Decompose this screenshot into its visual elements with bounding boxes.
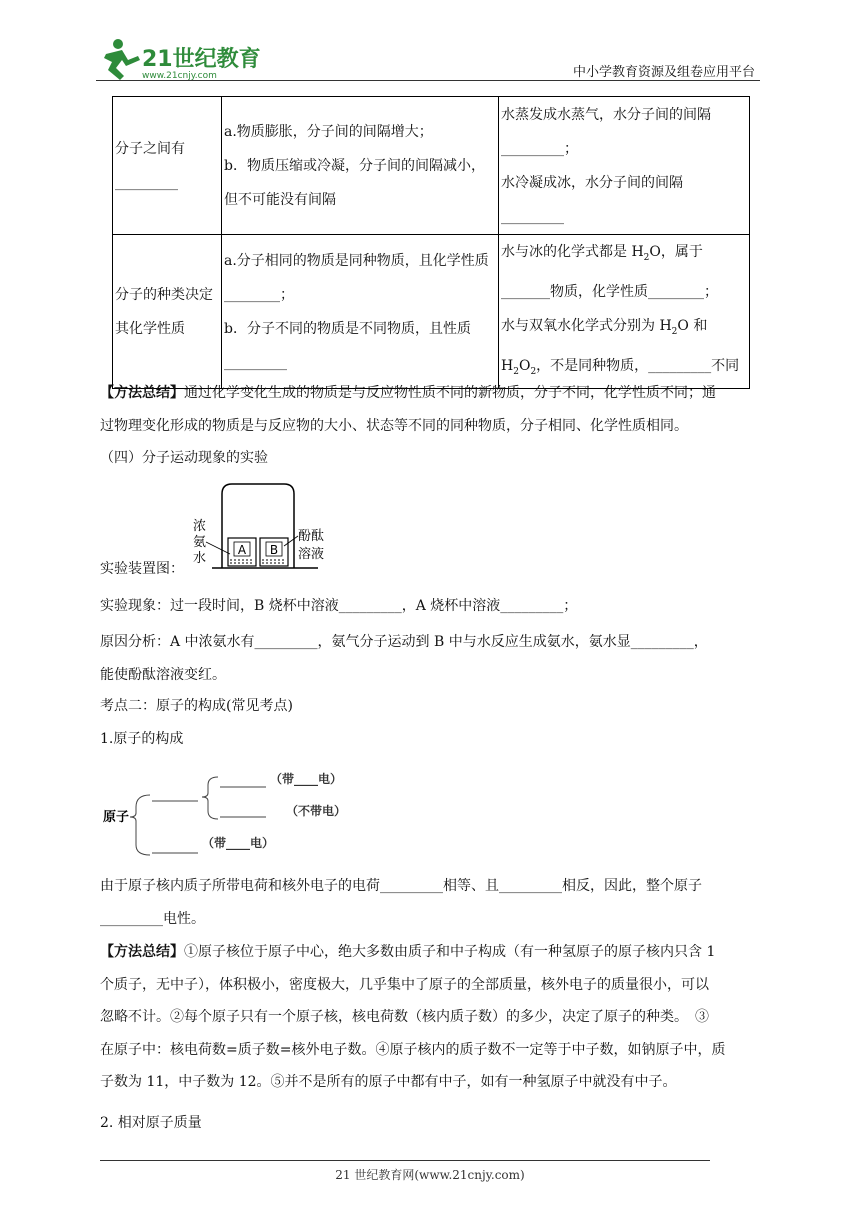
neutral-label: （不带电） — [286, 804, 347, 818]
ammonia-diffusion-apparatus — [186, 480, 326, 576]
experiment-phenomenon: 实验现象：过一段时间，B 烧杯中溶液_________，A 烧杯中溶液_________； — [100, 598, 578, 614]
table-cell: a.物质膨胀，分子间的间隔增大； b．物质压缩或冷凝，分子间的间隔减小， 但不可能没有间隔 — [222, 97, 499, 235]
site-logo — [96, 36, 266, 84]
item-1-heading: 1.原子的构成 — [100, 731, 184, 747]
item-2-heading: 2. 相对原子质量 — [100, 1115, 202, 1131]
logo-url: www.21cnjy.com — [142, 71, 217, 81]
table-cell: 水与冰的化学式都是 $H_2O$，属于 _______物质，化学性质________； 水与双氧水化学式分别为 $H_2O$ 和 $H_2O_2$，不是同种物质，_________不同 — [499, 235, 750, 389]
footer-divider — [100, 1160, 710, 1161]
method-summary-1: 【方法总结】通过化学变化生成的物质是与反应物性质不同的新物质，分子不同，化学性质不同；通 过物理变化形成的物质是与反应物的大小、状态等不同的同种物质，分子相同、化学性质相同。 — [100, 385, 716, 434]
table-row — [113, 97, 750, 235]
molecule-property-table — [112, 96, 750, 389]
table-cell: a.分子相同的物质是同种物质，且化学性质 ________； b．分子不同的物质是不同物质，且性质 _________ — [222, 235, 499, 389]
cause-analysis: 原因分析：A 中浓氨水有_________，氨气分子运动到 B 中与水反应生成氨水，氨水显_________， 能使酚酞溶液变红。 — [100, 634, 708, 683]
cup-b-label: B — [269, 543, 279, 557]
atom-structure-diagram — [100, 763, 370, 863]
table-cell: 水蒸发成水蒸气，水分子间的间隔 _________； 水冷凝成冰，水分子间的间隔 _________ — [499, 97, 750, 235]
cup-a-label: A — [237, 543, 247, 557]
kaodian-2-heading: 考点二：原子的构成(常见考点) — [100, 698, 293, 714]
logo-text: 21世纪教育 — [142, 47, 261, 72]
charge-label-2: （带____电） — [202, 836, 275, 850]
label-phenolphthalein-1: 酚酞 — [298, 529, 325, 544]
table-cell: 分子的种类决定 其化学性质 — [113, 235, 222, 389]
table-row — [113, 235, 750, 389]
apparatus-label: 实验装置图： — [100, 561, 184, 577]
atom-root-label: 原子 — [103, 810, 130, 825]
method-summary-2: 【方法总结】①原子核位于原子中心，绝大多数由质子和中子构成（有一种氢原子的原子核内只含 1 个质子，无中子），体积极小，密度极大，几乎集中了原子的全部质量，核外电子的质量很小，可以 忽略不计。②每个原子只有一个原子核，核电荷数（核内质子数）的多少，决定了原子的种类。 ③ 在原子中：核电荷数=质子数=核外电子数。④原子核内的质子数不一定等于中子数，如钠原子中，质 子数为 11，中子数为 12。⑤并不是所有的原子中都有中子，如有一种氢原子中就没有中子。 — [100, 944, 726, 1090]
label-conc-ammonia-2: 氨 — [193, 535, 207, 550]
label-conc-ammonia-3: 水 — [193, 551, 207, 566]
runner-icon — [104, 39, 140, 80]
electroneutral-paragraph: 由于原子核内质子所带电荷和核外电子的电荷_________相等、且_________相反，因此，整个原子 _________电性。 — [100, 878, 702, 927]
charge-label-1: （带____电） — [270, 772, 343, 786]
label-phenolphthalein-2: 溶液 — [298, 547, 325, 562]
footer-text: 21 世纪教育网(www.21cnjy.com) — [335, 1168, 525, 1182]
label-conc-ammonia-1: 浓 — [193, 519, 207, 534]
table-cell: 分子之间有 _________ — [113, 97, 222, 235]
section-heading-4: （四）分子运动现象的实验 — [100, 450, 268, 466]
header-platform-text: 中小学教育资源及组卷应用平台 — [572, 65, 755, 80]
header-divider — [96, 80, 760, 81]
